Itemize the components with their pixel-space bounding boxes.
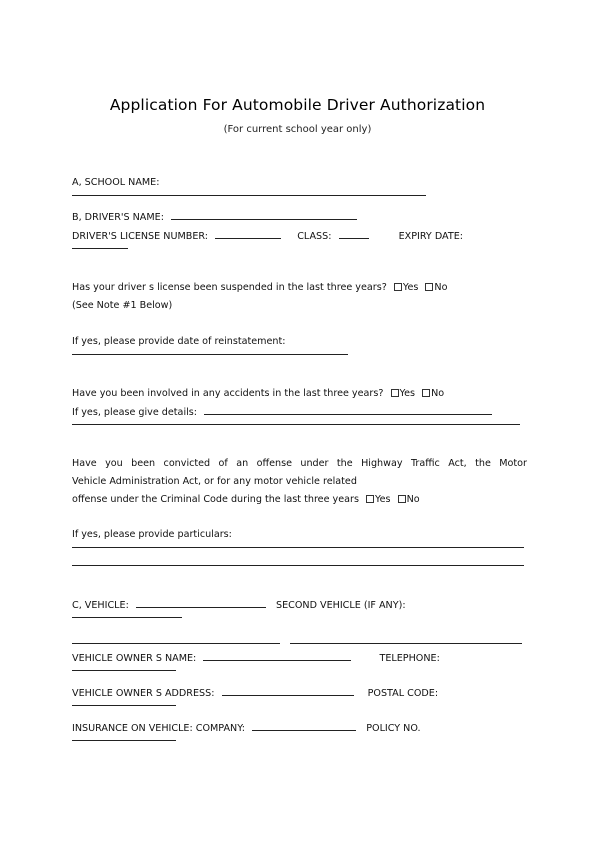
insurance-company-label: INSURANCE ON VEHICLE: COMPANY:: [72, 723, 246, 734]
accidents-yes-checkbox[interactable]: [391, 389, 399, 397]
postal-code-field[interactable]: [72, 705, 176, 706]
particulars-field-1[interactable]: [72, 547, 524, 548]
accidents-question: Have you been involved in any accidents in the last three years?: [72, 388, 384, 399]
accidents-yes-label: Yes: [399, 388, 415, 399]
license-number-field[interactable]: [215, 230, 281, 239]
reinstatement-prompt: If yes, please provide date of reinstatement:: [72, 336, 286, 347]
particulars-rule-1: [72, 547, 524, 548]
form-title: Application For Automobile Driver Authorization: [109, 96, 486, 114]
convicted-question-line-3: offense under the Criminal Code during the last three years: [72, 494, 359, 505]
accident-details-field[interactable]: [204, 406, 492, 415]
driver-name-row: [72, 211, 357, 224]
accident-details-prompt: If yes, please give details:: [72, 407, 197, 418]
vehicle-row: [72, 599, 406, 612]
accidents-row: [72, 388, 444, 400]
convicted-row: [72, 494, 420, 506]
form-subtitle: (For current school year only): [223, 124, 372, 135]
telephone-label: TELEPHONE:: [379, 653, 440, 664]
vehicle-extra-row: [72, 635, 522, 648]
driver-name-label: B, DRIVER'S NAME:: [72, 212, 164, 223]
suspended-yes-label: Yes: [402, 282, 419, 293]
owner-address-field[interactable]: [222, 687, 354, 696]
telephone-field[interactable]: [72, 670, 176, 671]
suspended-no-label: No: [434, 282, 448, 293]
vehicle-extra-field-1[interactable]: [72, 635, 280, 644]
accidents-no-checkbox[interactable]: [422, 389, 430, 397]
note-reference: (See Note #1 Below): [72, 300, 173, 311]
suspended-question: Has your driver s license been suspended in the last three years?: [72, 282, 387, 293]
expiry-date-field[interactable]: [72, 248, 128, 249]
school-name-rule: [72, 195, 426, 196]
suspended-row: [72, 282, 447, 294]
vehicle-label: C, VEHICLE:: [72, 600, 129, 611]
particulars-prompt: If yes, please provide particulars:: [72, 529, 232, 540]
expiry-date-label: EXPIRY DATE:: [398, 231, 464, 242]
school-name-field[interactable]: [72, 195, 426, 196]
accident-details-field-2[interactable]: [72, 424, 520, 425]
owner-address-label: VEHICLE OWNER S ADDRESS:: [72, 688, 215, 699]
convicted-question-line-2: Vehicle Administration Act, or for any motor vehicle related: [72, 476, 357, 487]
license-row: [72, 230, 463, 243]
particulars-rule-2: [72, 565, 524, 566]
convicted-yes-checkbox[interactable]: [366, 495, 374, 503]
postal-code-rule: [72, 705, 176, 706]
school-name-label: A, SCHOOL NAME:: [72, 177, 160, 188]
vehicle-extra-field-2[interactable]: [290, 635, 522, 644]
owner-name-label: VEHICLE OWNER S NAME:: [72, 653, 197, 664]
reinstatement-rule: [72, 354, 348, 355]
driver-name-field[interactable]: [171, 211, 357, 220]
policy-number-field[interactable]: [72, 740, 176, 741]
insurance-company-field[interactable]: [252, 722, 356, 731]
insurance-row: [72, 722, 421, 735]
suspended-yes-checkbox[interactable]: [394, 283, 402, 291]
accidents-no-label: No: [431, 388, 445, 399]
owner-name-row: [72, 652, 440, 665]
suspended-no-checkbox[interactable]: [425, 283, 433, 291]
particulars-field-2[interactable]: [72, 565, 524, 566]
expiry-date-rule: [72, 248, 128, 249]
reinstatement-date-field[interactable]: [72, 354, 348, 355]
convicted-no-label: No: [406, 494, 420, 505]
owner-name-field[interactable]: [203, 652, 351, 661]
policy-number-rule: [72, 740, 176, 741]
convicted-yes-label: Yes: [375, 494, 391, 505]
class-field[interactable]: [339, 230, 369, 239]
vehicle-field[interactable]: [136, 599, 266, 608]
second-vehicle-field[interactable]: [72, 617, 182, 618]
convicted-no-checkbox[interactable]: [398, 495, 406, 503]
second-vehicle-label: SECOND VEHICLE (IF ANY):: [276, 600, 406, 611]
convicted-question-line-1: Have you been convicted of an offense under the Highway Traffic Act, the Motor: [72, 458, 527, 469]
accident-details-row: [72, 406, 492, 419]
license-number-label: DRIVER'S LICENSE NUMBER:: [72, 231, 208, 242]
owner-address-row: [72, 687, 438, 700]
telephone-rule: [72, 670, 176, 671]
accident-details-rule-2: [72, 424, 520, 425]
postal-code-label: POSTAL CODE:: [367, 688, 439, 699]
second-vehicle-rule: [72, 617, 182, 618]
policy-number-label: POLICY NO.: [366, 723, 421, 734]
school-name-row: [72, 177, 159, 189]
class-label: CLASS:: [297, 231, 332, 242]
